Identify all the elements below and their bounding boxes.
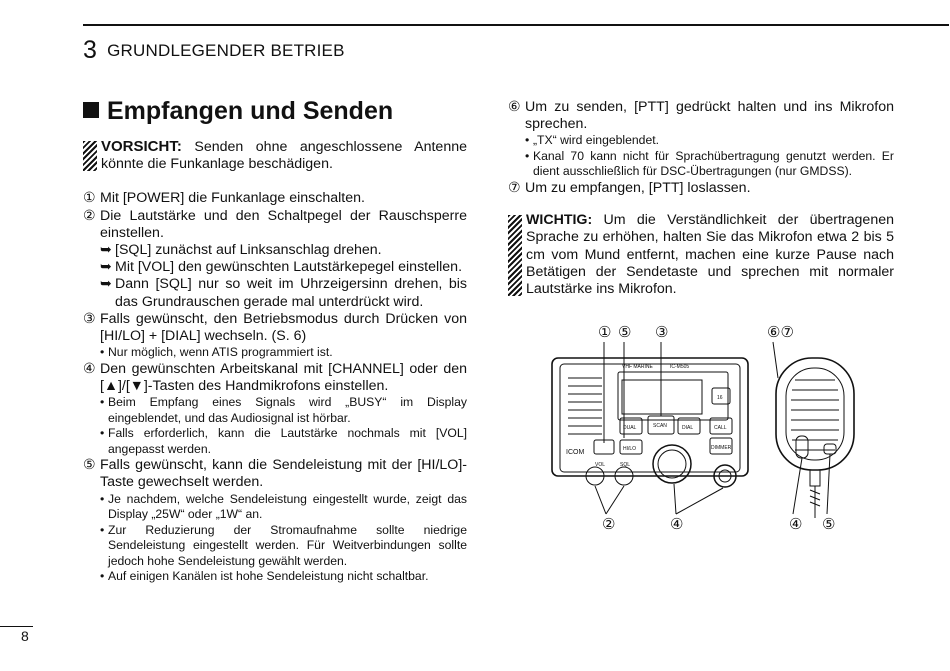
svg-text:HI/LO: HI/LO: [623, 446, 637, 452]
svg-text:16: 16: [717, 395, 723, 401]
callout-4b: ④: [789, 516, 803, 533]
svg-text:IC-M505: IC-M505: [670, 364, 690, 370]
step-2-sub: ➥ Mit [VOL] den gewünschten Lautstärkepegel einstellen.: [100, 259, 463, 276]
note: • Nur möglich, wenn ATIS programmiert ist.: [100, 345, 333, 360]
chapter-title: GRUNDLEGENDER BETRIEB: [107, 41, 345, 60]
callout-5: ⑤: [618, 324, 632, 341]
arrow-icon: ➥: [100, 242, 112, 259]
callout-67: ⑥⑦: [767, 324, 794, 341]
step-5: ⑤ Falls gewünscht, kann die Sendeleistung mit der [HI/LO]-Taste gewechselt werden.: [83, 457, 467, 491]
svg-text:CALL: CALL: [714, 425, 727, 431]
square-bullet-icon: [83, 102, 99, 118]
svg-text:ICOM: ICOM: [566, 449, 585, 456]
svg-text:DUAL: DUAL: [623, 425, 637, 431]
radio-body: [552, 358, 748, 476]
svg-text:DIAL: DIAL: [682, 425, 694, 431]
microphone-icon: [776, 358, 854, 518]
callout-2: ②: [602, 516, 616, 533]
callout-3: ③: [655, 324, 669, 341]
chapter-number: 3: [83, 36, 98, 64]
step-6: ⑥ Um zu senden, [PTT] gedrückt halten und ins Mikrofon sprechen.: [508, 99, 894, 133]
warning-hatch-icon: [508, 215, 522, 296]
step-2-sub: ➥ [SQL] zunächst auf Linksanschlag drehen.: [100, 242, 382, 259]
caution-label: VORSICHT:: [101, 138, 182, 155]
svg-text:VHF MARINE: VHF MARINE: [622, 364, 653, 370]
step-2-sub: ➥ Dann [SQL] nur so weit im Uhrzeigersinn drehen, bis das Grundrauschen gerade mal unterdrückt wird.: [100, 276, 467, 310]
note: • Kanal 70 kann nicht für Sprachübertragung genutzt werden. Er dient ausschließlich für DSC-Übertragungen (nur GMDSS).: [525, 148, 894, 179]
note: • „TX“ wird eingeblendet.: [525, 133, 659, 148]
step-1: ① Mit [POWER] die Funkanlage einschalten.: [83, 190, 365, 207]
page-number: 8: [21, 628, 29, 644]
note: • Je nachdem, welche Sendeleistung eingestellt wurde, zeigt das Display „25W“ oder „1W“ an.: [100, 491, 467, 522]
chapter-heading: [83, 36, 345, 65]
arrow-icon: ➥: [100, 276, 112, 293]
mic-hilo-key: [824, 444, 836, 454]
note: • Beim Empfang eines Signals wird „BUSY“ im Display eingeblendet, und das Audiosignal ist hörbar.: [100, 395, 467, 425]
section-title: Empfangen und Senden: [83, 97, 393, 126]
warning-hatch-icon: [83, 141, 97, 171]
svg-text:SCAN: SCAN: [653, 423, 667, 429]
note: • Falls erforderlich, kann die Lautstärke nochmals mit [VOL] angepasst werden.: [100, 426, 467, 456]
right-column: [508, 99, 894, 298]
callout-4: ④: [670, 516, 684, 533]
note: • Auf einigen Kanälen ist hohe Sendeleistung nicht schaltbar.: [100, 569, 429, 584]
step-2: ② Die Lautstärke und den Schaltpegel der Rauschsperre einstellen.: [83, 207, 467, 241]
caution-text: Senden ohne angeschlossene Antenne könnte die Funkanlage beschädigen.: [101, 139, 467, 173]
arrow-icon: ➥: [100, 259, 112, 276]
svg-text:SQL: SQL: [620, 462, 631, 468]
footer-rule: [0, 626, 33, 627]
important-text: Um die Verständlichkeit der übertragenen Sprache zu erhöhen, halten Sie das Mikrofon etwa 2 bis 5 cm vom Mund entfernt, machen eine kurze Pause nach Betätigen der Sendetaste und sprechen mit normaler Lautstärke ins Mikrofon.: [526, 212, 894, 297]
callout-1: ①: [598, 324, 612, 341]
left-column: [83, 138, 467, 585]
svg-text:VOL: VOL: [595, 462, 606, 468]
important-box: [508, 212, 894, 298]
header-rule: [83, 24, 949, 26]
channel-knob: [653, 445, 691, 483]
speaker-grille-icon: [568, 378, 602, 434]
svg-text:DIMMER: DIMMER: [711, 445, 732, 451]
step-4: ④ Den gewünschten Arbeitskanal mit [CHANNEL] oder den [▲]/[▼]-Tasten des Handmikrofons einstellen.: [83, 360, 467, 394]
step-3: ③ Falls gewünscht, den Betriebsmodus durch Drücken von [HI/LO] + [DIAL] wechseln. (S. 6): [83, 310, 467, 345]
callout-5b: ⑤: [822, 516, 836, 533]
caution-box: [83, 138, 467, 173]
step-7: ⑦ Um zu empfangen, [PTT] loslassen.: [508, 179, 751, 196]
radio-figure: [540, 318, 870, 538]
important-label: WICHTIG:: [526, 212, 593, 229]
note: • Zur Reduzierung der Stromaufnahme sollte niedrige Sendeleistung eingestellt werden. Für Weitverbindungen sollte jedoch hohe Sendeleistung gewählt werden.: [100, 522, 467, 568]
